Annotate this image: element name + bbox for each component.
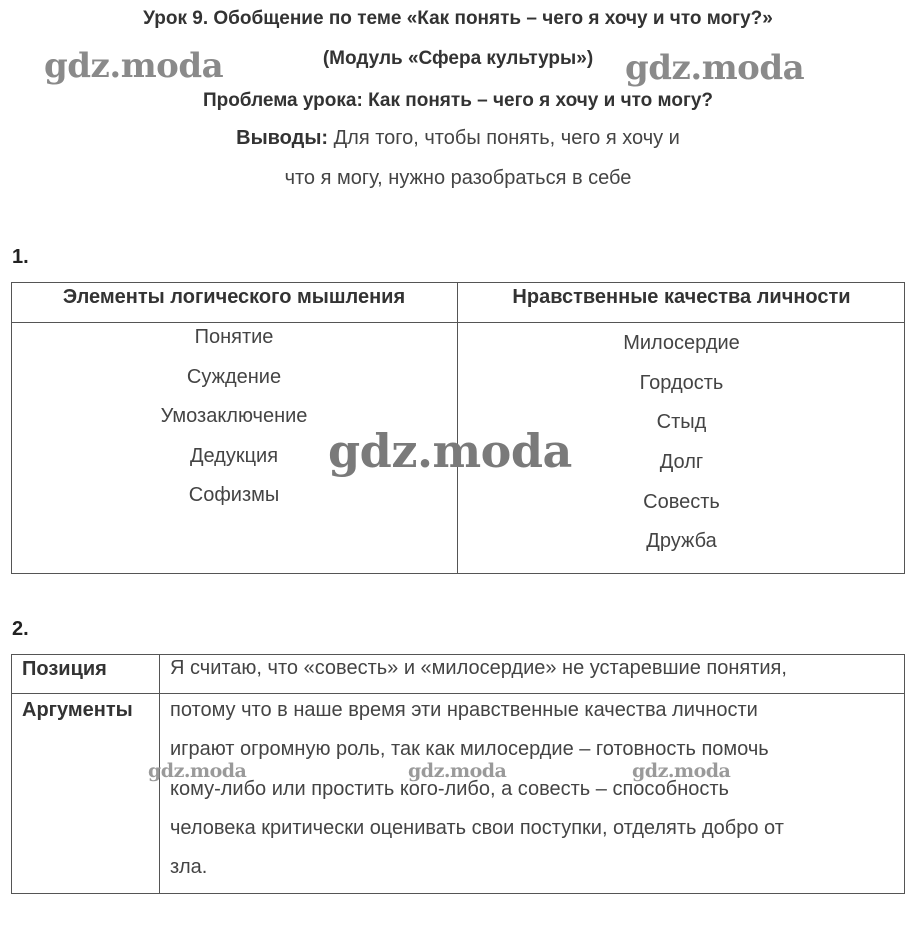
argument-line: потому что в наше время эти нравственные качества личности [170,699,758,721]
watermark-logo: gdz.moda [44,46,224,86]
list-item: Дедукция [189,445,279,467]
conclusions-line-2: что я могу, нужно разобраться в себе [284,167,632,189]
list-item: Милосердие [623,332,740,354]
list-item: Понятие [194,326,274,348]
watermark-logo: gdz.moda [148,760,247,782]
column-header-moral: Нравственные качества личности [512,286,851,308]
argument-line: кому-либо или простить кого-либо, а совесть – способность [170,778,729,800]
list-item: Долг [659,451,704,473]
list-item: Совесть [643,491,720,513]
list-item: Стыд [656,411,707,433]
conclusions-label: Выводы: [236,127,329,149]
lesson-title: Урок 9. Обобщение по теме «Как понять – чего я хочу и что могу?» [143,8,773,29]
row-label-position: Позиция [22,658,107,680]
argument-line: зла. [170,856,208,878]
list-item: Софизмы [188,484,280,506]
list-item: Гордость [639,372,724,394]
column-header-logic: Элементы логического мышления [62,286,406,308]
argument-line: человека критически оценивать свои поступки, отделять добро от [170,817,784,839]
conclusions-text-1: Для того, чтобы понять, чего я хочу и [328,127,680,149]
watermark-logo: gdz.moda [328,424,572,478]
conclusions-line-1 [0,127,916,150]
list-item: Умозаключение [160,405,308,427]
problem-title: Проблема урока: Как понять – чего я хочу и что могу? [202,90,714,111]
watermark-logo: gdz.moda [632,760,731,782]
list-item: Дружба [646,530,717,552]
task-2-number: 2. [12,618,29,640]
argument-line: играют огромную роль, так как милосердие – готовность помочь [170,738,769,760]
task-1-number: 1. [12,246,29,268]
row-label-arguments: Аргументы [22,699,133,721]
watermark-logo: gdz.moda [408,760,507,782]
watermark-logo: gdz.moda [625,48,805,88]
list-item: Суждение [186,366,282,388]
position-text: Я считаю, что «совесть» и «милосердие» не устаревшие понятия, [170,657,787,679]
module-text: (Модуль «Сфера культуры») [322,48,594,69]
